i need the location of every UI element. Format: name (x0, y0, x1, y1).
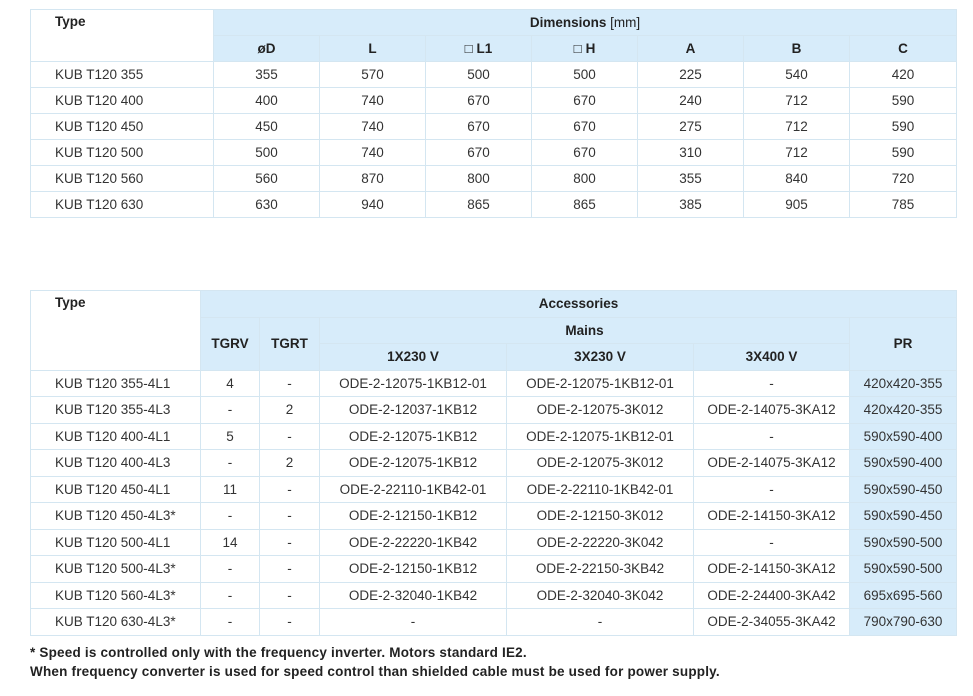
mains-1x230-cell: ODE-2-12150-1KB12 (320, 556, 507, 583)
dimension-cell: 670 (532, 140, 638, 166)
pr-cell: 590x590-450 (850, 503, 957, 530)
mains-column-header: 3X400 V (694, 344, 850, 371)
mains-3x400-cell: ODE-2-14075-3KA12 (694, 397, 850, 424)
table-row (31, 370, 957, 397)
footnote-speed-control: * Speed is controlled only with the frequency inverter. Motors standard IE2. (30, 645, 527, 660)
dimension-cell: 740 (320, 88, 426, 114)
pr-cell: 590x590-500 (850, 556, 957, 583)
type-cell: KUB T120 500-4L1 (31, 529, 201, 556)
dimension-cell: 800 (532, 166, 638, 192)
dimension-cell: 590 (850, 140, 957, 166)
dimensions-table-body (31, 62, 957, 218)
type-cell: KUB T120 500-4L3* (31, 556, 201, 583)
table-row (31, 140, 957, 166)
mains-3x400-cell: - (694, 423, 850, 450)
mains-column-header: 1X230 V (320, 344, 507, 371)
dimension-cell: 630 (214, 192, 320, 218)
dimension-cell: 560 (214, 166, 320, 192)
mains-3x400-cell: ODE-2-14150-3KA12 (694, 556, 850, 583)
table-row (31, 88, 957, 114)
tgrt-cell: - (260, 529, 320, 556)
pr-cell: 420x420-355 (850, 397, 957, 424)
tgrv-cell: - (201, 503, 260, 530)
dimension-cell: 905 (744, 192, 850, 218)
tgrv-cell: 11 (201, 476, 260, 503)
type-header: Type (31, 10, 214, 62)
column-header: B (744, 36, 850, 62)
mains-1x230-cell: ODE-2-12150-1KB12 (320, 503, 507, 530)
dimension-cell: 670 (426, 140, 532, 166)
mains-header: Mains (320, 317, 850, 344)
mains-3x230-cell: ODE-2-12075-1KB12-01 (507, 423, 694, 450)
column-header: øD (214, 36, 320, 62)
table-row (31, 423, 957, 450)
dimension-cell: 240 (638, 88, 744, 114)
pr-cell: 590x590-500 (850, 529, 957, 556)
dimension-cell: 865 (532, 192, 638, 218)
type-cell: KUB T120 560-4L3* (31, 582, 201, 609)
mains-1x230-cell: ODE-2-12037-1KB12 (320, 397, 507, 424)
mains-column-header: 3X230 V (507, 344, 694, 371)
dimension-cell: 870 (320, 166, 426, 192)
table-row (31, 397, 957, 424)
mains-3x400-cell: - (694, 370, 850, 397)
type-cell: KUB T120 630-4L3* (31, 609, 201, 636)
tgrv-cell: - (201, 609, 260, 636)
tgrv-cell: - (201, 397, 260, 424)
type-cell: KUB T120 450 (31, 114, 214, 140)
tgrv-cell: - (201, 582, 260, 609)
pr-cell: 590x590-400 (850, 450, 957, 477)
tgrt-cell: 2 (260, 450, 320, 477)
dimension-cell: 670 (532, 88, 638, 114)
dimension-cell: 590 (850, 114, 957, 140)
type-cell: KUB T120 355-4L3 (31, 397, 201, 424)
accessories-header: Accessories (201, 291, 957, 318)
dimension-cell: 225 (638, 62, 744, 88)
dimension-cell: 500 (532, 62, 638, 88)
type-cell: KUB T120 355 (31, 62, 214, 88)
column-header: □ L1 (426, 36, 532, 62)
mains-1x230-cell: ODE-2-12075-1KB12 (320, 423, 507, 450)
column-header: □ H (532, 36, 638, 62)
dimension-cell: 712 (744, 114, 850, 140)
pr-cell: 695x695-560 (850, 582, 957, 609)
dimension-cell: 740 (320, 114, 426, 140)
dimension-cell: 310 (638, 140, 744, 166)
table-row (31, 529, 957, 556)
dimensions-table (30, 9, 957, 218)
tgrv-cell: - (201, 450, 260, 477)
tgrv-cell: 4 (201, 370, 260, 397)
dimension-cell: 740 (320, 140, 426, 166)
pr-cell: 420x420-355 (850, 370, 957, 397)
table-row (31, 582, 957, 609)
footnote-shielded-cable: When frequency converter is used for speed control than shielded cable must be used for power supply. (30, 664, 720, 679)
mains-3x230-cell: ODE-2-12075-1KB12-01 (507, 370, 694, 397)
dimension-cell: 785 (850, 192, 957, 218)
tgrt-cell: - (260, 370, 320, 397)
pr-cell: 790x790-630 (850, 609, 957, 636)
column-header: L (320, 36, 426, 62)
dimension-cell: 590 (850, 88, 957, 114)
mains-1x230-cell: ODE-2-12075-1KB12 (320, 450, 507, 477)
tgrt-cell: - (260, 476, 320, 503)
dimension-cell: 500 (214, 140, 320, 166)
type-cell: KUB T120 400 (31, 88, 214, 114)
mains-1x230-cell: ODE-2-12075-1KB12-01 (320, 370, 507, 397)
mains-3x400-cell: ODE-2-34055-3KA42 (694, 609, 850, 636)
dimension-cell: 500 (426, 62, 532, 88)
dimensions-header-label: Dimensions (529, 15, 607, 30)
dimension-cell: 670 (426, 88, 532, 114)
mains-3x230-cell: ODE-2-32040-3K042 (507, 582, 694, 609)
table-row (31, 609, 957, 636)
tgrt-cell: - (260, 609, 320, 636)
mains-3x230-cell: ODE-2-22110-1KB42-01 (507, 476, 694, 503)
tgrv-cell: 14 (201, 529, 260, 556)
type-cell: KUB T120 500 (31, 140, 214, 166)
type-cell: KUB T120 450-4L3* (31, 503, 201, 530)
tgrv-header: TGRV (201, 317, 260, 370)
dimension-cell: 670 (426, 114, 532, 140)
table-row (31, 62, 957, 88)
type-header: Type (31, 291, 201, 371)
mains-3x230-cell: ODE-2-12075-3K012 (507, 397, 694, 424)
accessories-table (30, 290, 957, 636)
mains-3x400-cell: - (694, 529, 850, 556)
mains-3x400-cell: ODE-2-24400-3KA42 (694, 582, 850, 609)
type-cell: KUB T120 355-4L1 (31, 370, 201, 397)
column-header: C (850, 36, 957, 62)
mains-3x230-cell: ODE-2-22220-3K042 (507, 529, 694, 556)
table-row (31, 556, 957, 583)
tgrt-cell: - (260, 582, 320, 609)
mains-1x230-cell: ODE-2-22220-1KB42 (320, 529, 507, 556)
dimension-cell: 355 (214, 62, 320, 88)
dimension-cell: 840 (744, 166, 850, 192)
pr-cell: 590x590-400 (850, 423, 957, 450)
mains-3x400-cell: ODE-2-14075-3KA12 (694, 450, 850, 477)
type-cell: KUB T120 630 (31, 192, 214, 218)
tgrt-cell: - (260, 556, 320, 583)
dimension-cell: 670 (532, 114, 638, 140)
tgrt-cell: - (260, 423, 320, 450)
mains-3x400-cell: ODE-2-14150-3KA12 (694, 503, 850, 530)
dimension-cell: 865 (426, 192, 532, 218)
dimension-cell: 355 (638, 166, 744, 192)
pr-header: PR (850, 317, 957, 370)
mains-1x230-cell: ODE-2-32040-1KB42 (320, 582, 507, 609)
column-header: A (638, 36, 744, 62)
mains-1x230-cell: ODE-2-22110-1KB42-01 (320, 476, 507, 503)
dimension-cell: 712 (744, 88, 850, 114)
dimension-cell: 940 (320, 192, 426, 218)
mains-3x230-cell: ODE-2-22150-3KB42 (507, 556, 694, 583)
type-cell: KUB T120 560 (31, 166, 214, 192)
tgrt-cell: - (260, 503, 320, 530)
mains-3x230-cell: ODE-2-12150-3K012 (507, 503, 694, 530)
tgrv-cell: - (201, 556, 260, 583)
table-row (31, 166, 957, 192)
tgrt-cell: 2 (260, 397, 320, 424)
mains-3x230-cell: ODE-2-12075-3K012 (507, 450, 694, 477)
mains-3x400-cell: - (694, 476, 850, 503)
type-cell: KUB T120 450-4L1 (31, 476, 201, 503)
mains-1x230-cell: - (320, 609, 507, 636)
table-row (31, 503, 957, 530)
type-cell: KUB T120 400-4L3 (31, 450, 201, 477)
tgrt-header: TGRT (260, 317, 320, 370)
dimension-cell: 720 (850, 166, 957, 192)
table-row (31, 114, 957, 140)
dimension-cell: 712 (744, 140, 850, 166)
dimension-cell: 800 (426, 166, 532, 192)
dimensions-unit: [mm] (610, 15, 641, 30)
dimensions-header (214, 10, 957, 36)
table-row (31, 476, 957, 503)
dimension-cell: 450 (214, 114, 320, 140)
dimension-cell: 400 (214, 88, 320, 114)
mains-3x230-cell: - (507, 609, 694, 636)
pr-cell: 590x590-450 (850, 476, 957, 503)
table-row (31, 450, 957, 477)
accessories-table-body (31, 370, 957, 635)
dimension-cell: 540 (744, 62, 850, 88)
dimension-cell: 385 (638, 192, 744, 218)
type-cell: KUB T120 400-4L1 (31, 423, 201, 450)
dimension-cell: 420 (850, 62, 957, 88)
tgrv-cell: 5 (201, 423, 260, 450)
dimension-cell: 570 (320, 62, 426, 88)
dimension-cell: 275 (638, 114, 744, 140)
table-row (31, 192, 957, 218)
